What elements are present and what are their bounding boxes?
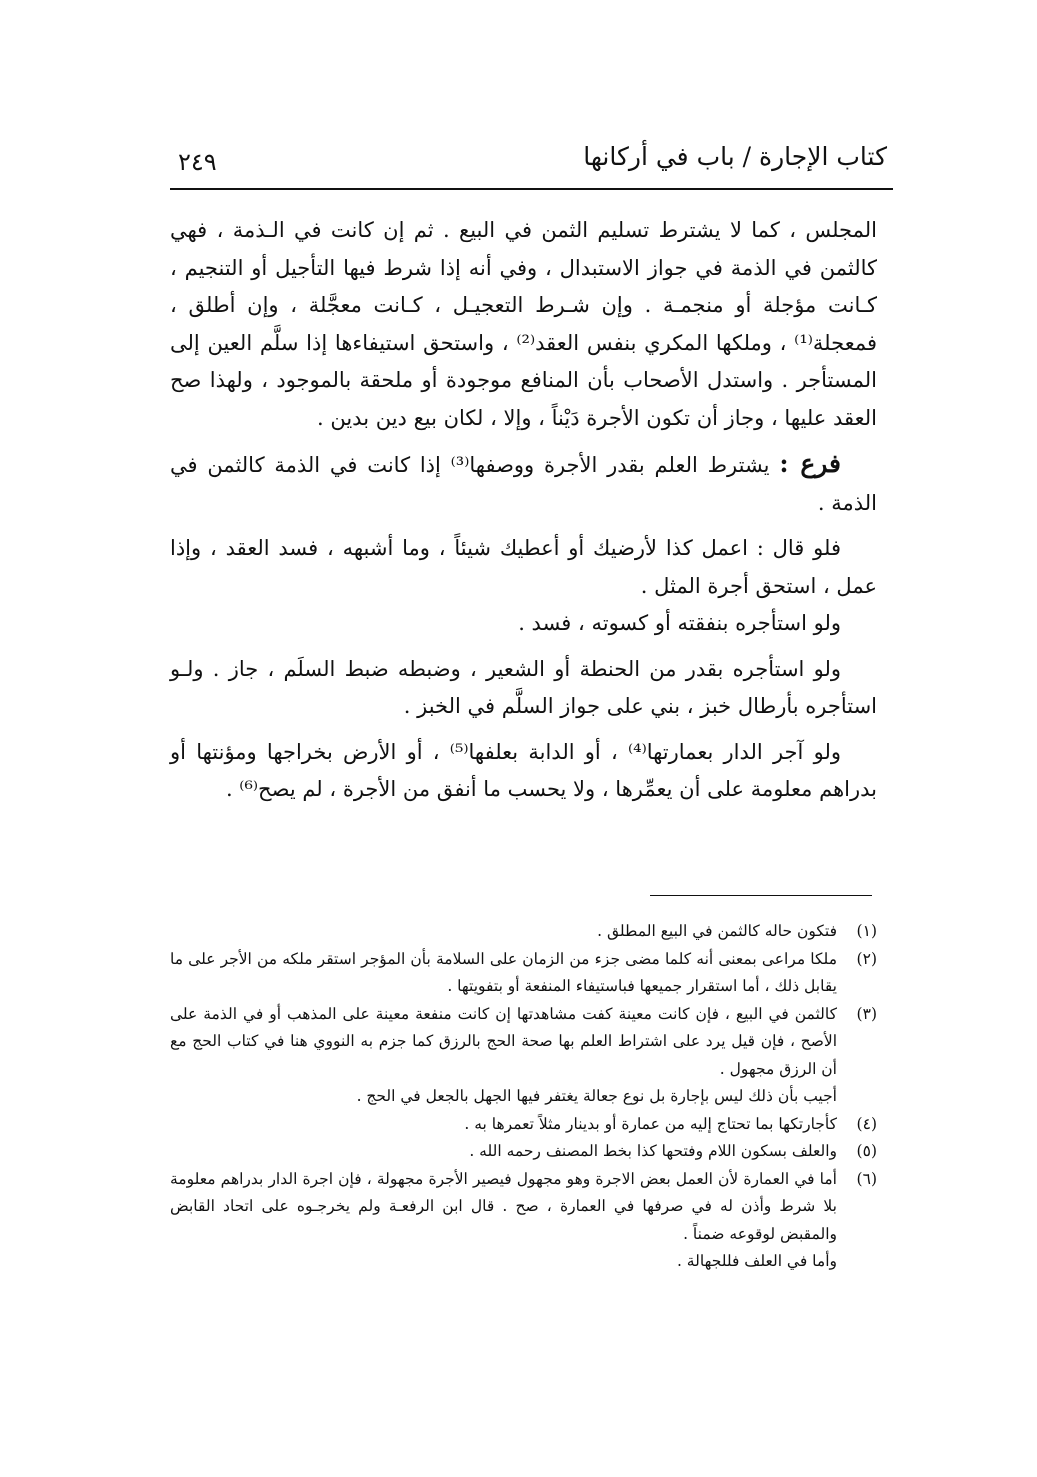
footnote-number: (٥) xyxy=(856,1142,877,1160)
footnote-number: (٢) xyxy=(856,949,877,968)
footnote-number: (٤) xyxy=(856,1114,877,1133)
footnote-text: أما في العمارة لأن العمل بعض الاجرة وهو مجهول فيصير الأجرة مجهولة ، فإن اجرة الدار بدراهم معلومة بلا شرط وأذن له في صرفها في العمارة ، صح . قال ابن الرفعـة ولم يخرجـوه على اتحاد القابض والمقبض لوقوعه ضمناً . xyxy=(170,1169,837,1243)
paragraph-arbitrary-wage: فلو قال : اعمل كذا لأرضيك أو أعطيك شيئاً ، وما أشبهه ، فسد العقد ، وإذا عمل ، استحق أجرة المثل . xyxy=(170,536,877,598)
branch-paragraph xyxy=(170,445,877,522)
paragraph-building-fodder: ولو آجر الدار بعمارتها⁽⁴⁾ ، أو الدابة بعلفها⁽⁵⁾ ، أو الأرض بخراجها ومؤنتها أو بدراهم معلومة على أن يعمِّرها ، ولا يحسب ما أنفق من الأجرة ، لم يصح⁽⁶⁾ . xyxy=(170,739,877,801)
footnote-divider xyxy=(650,895,872,896)
footnote-text: وأما في العلف فللجهالة . xyxy=(676,1252,837,1270)
branch-label: فرع : xyxy=(779,449,842,478)
footnote-number: (١) xyxy=(856,922,877,940)
paragraph-grain-bread: ولو استأجره بقدر من الحنطة أو الشعير ، وضبطه ضبط السلَم ، جاز . ولـو استأجره بأرطال خبز ، بني على جواز السلَّم في الخبز . xyxy=(170,656,877,718)
footnote-text: والعلف بسكون اللام وفتحها كذا بخط المصنف رحمه الله . xyxy=(469,1142,837,1160)
footnote-text: ملكا مراعى بمعنى أنه كلما مضى جزء من الزمان على السلامة بأن المؤجر استقر ملكه من الأجر على ما يقابل ذلك ، أما استقرار جميعها فباستيفاء المنفعة أو بتفويتها . xyxy=(170,949,837,995)
footnote-text: فتكون حاله كالثمن في البيع المطلق . xyxy=(597,922,837,940)
footnote-text: كأجارتكها بما تحتاج إليه من عمارة أو بدينار مثلاً تعمرها به . xyxy=(464,1114,837,1133)
footnote xyxy=(170,946,877,1001)
footnote-text: أجيب بأن ذلك ليس بإجارة بل نوع جعالة يغتفر فيها الجهل بالجعل في الحج . xyxy=(356,1087,837,1105)
footnote xyxy=(170,918,877,946)
footnote xyxy=(170,1111,877,1139)
footnote xyxy=(170,1001,877,1111)
footnote xyxy=(170,1138,877,1166)
branch-text: يشترط العلم بقدر الأجرة ووصفها⁽³⁾ إذا كانت في الذمة كالثمن في الذمة . xyxy=(170,453,877,515)
main-text xyxy=(170,212,877,809)
footnote xyxy=(170,1166,877,1276)
footnote-number: (٣) xyxy=(856,1004,877,1023)
footnote-text: كالثمن في البيع ، فإن كانت معينة كفت مشاهدتها إن كانت منفعة معينة على المذهب أو في الذمة على الأصح ، فإن قيل يرد على اشتراط العلم بها صحة الحج بالرزق كما جزم به النووي هنا في كتاب الحج مع أن الرزق مجهول . xyxy=(170,1004,837,1078)
page-number: ٢٤٩ xyxy=(178,148,217,176)
running-header-title: كتاب الإجارة / باب في أركانها xyxy=(583,142,887,171)
footnote-number: (٦) xyxy=(856,1169,877,1188)
paragraph-continuation: المجلس ، كما لا يشترط تسليم الثمن في البيع . ثم إن كانت في الـذمة ، فهي كالثمن في الذمة في جواز الاستبدال ، وفي أنه إذا شرط فيها التأجيل أو التنجيم ، كـانت مؤجلة أو منجمـة . وإن شـرط التعجيـل ، كـانت معجَّلة ، وإن أطلق ، فمعجلة⁽¹⁾ ، وملكها المكري بنفس العقد⁽²⁾ ، واستحق استيفاءها إذا سلَّم العين إلى المستأجر . واستدل الأصحاب بأن المنافع موجودة أو ملحقة بالموجود ، ولهذا صح العقد عليها ، وجاز أن تكون الأجرة دَيْناً ، وإلا ، لكان بيع دين بدين . xyxy=(170,218,877,430)
footnotes xyxy=(170,918,877,1276)
header-divider xyxy=(170,188,893,190)
paragraph-food-clothing: ولو استأجره بنفقته أو كسوته ، فسد . xyxy=(518,611,841,635)
